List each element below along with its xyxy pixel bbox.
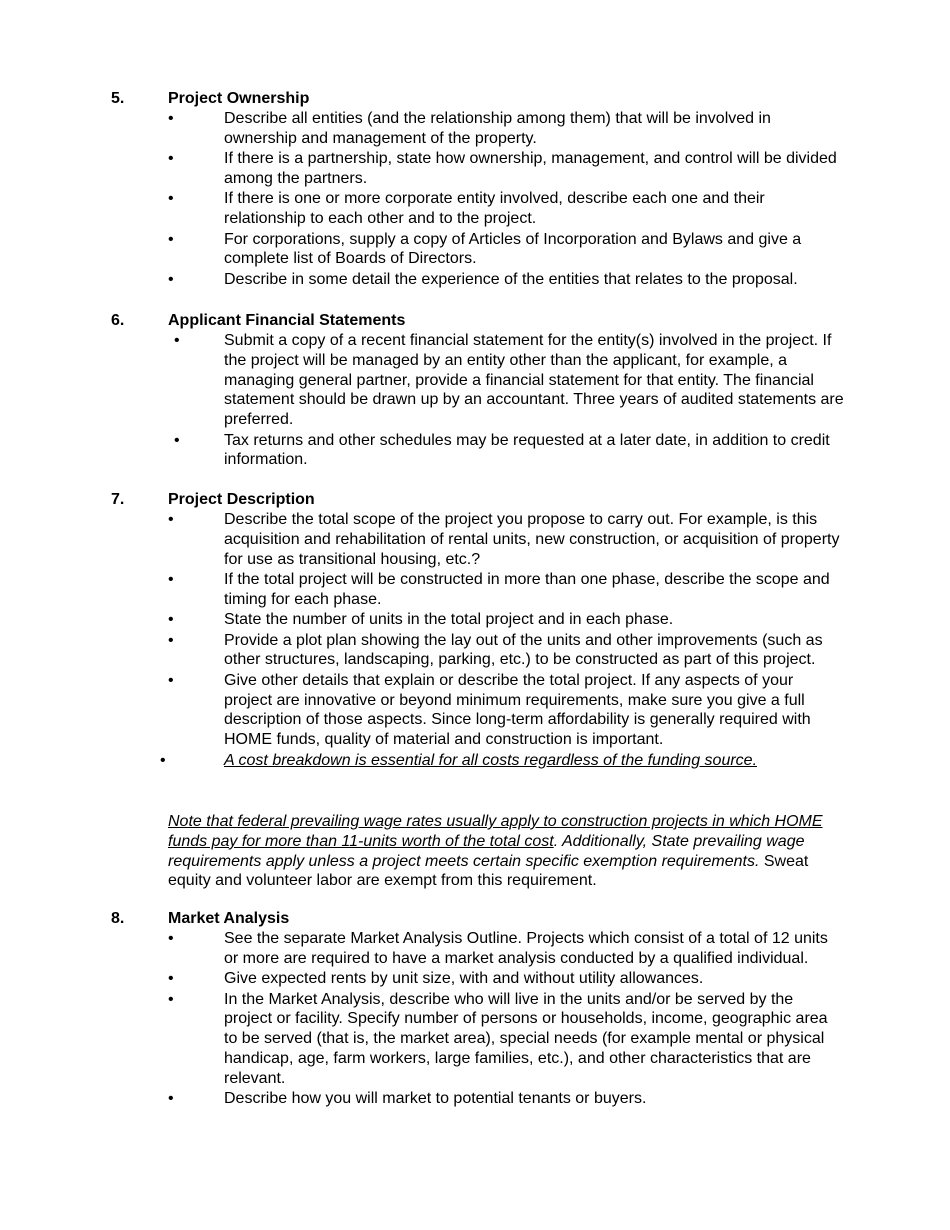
note-italic: . Additionally, State prevailing wage requirements apply unless a project meets certain specific exemption requirements. — [168, 832, 805, 870]
list-item — [0, 969, 844, 989]
bullet-icon: • — [168, 570, 174, 588]
section-title: Project Description — [168, 491, 315, 508]
list-item — [0, 990, 844, 1089]
list-item-text: Describe in some detail the experience of the entities that relates to the proposal. — [224, 270, 798, 288]
section-heading — [0, 490, 950, 510]
list-item-text: In the Market Analysis, describe who will live in the units and/or be served by the project or facility. Specify number of persons or households, income, geographic area to be served (that is, the market area), special needs (for example mental or physical handicap, age, farm workers, large families, etc.), and other characteristics that are relevant. — [224, 990, 828, 1087]
section-title: Market Analysis — [168, 910, 290, 927]
list-item-text: Describe the total scope of the project you propose to carry out. For example, is this acquisition and rehabilitation of rental units, new construction, or acquisition of property for use as transitional housing, etc.? — [224, 511, 840, 568]
list-item-text: If the total project will be constructed in more than one phase, describe the scope and timing for each phase. — [224, 570, 830, 608]
bullet-icon: • — [168, 1090, 174, 1108]
section-number: 7. — [111, 491, 125, 508]
list-item — [0, 610, 844, 630]
list-item — [0, 1089, 844, 1109]
list-item-text: Give other details that explain or describe the total project. If any aspects of your project are innovative or beyond minimum requirements, make sure you give a full description of those aspects. Since long-term affordability is generally required with HOME funds, quality of material and construction is important. — [224, 671, 811, 749]
section-number: 6. — [111, 312, 125, 329]
list-item-text: Provide a plot plan showing the lay out of the units and other improvements (such as other structures, landscaping, parking, etc.) to be constructed as part of this project. — [224, 631, 823, 669]
bullet-list — [0, 331, 950, 470]
bullet-icon: • — [168, 671, 174, 689]
bullet-list — [0, 929, 950, 1109]
bullet-icon: • — [168, 990, 174, 1008]
list-item-text: If there is a partnership, state how ownership, management, and control will be divided among the partners. — [224, 150, 837, 187]
list-item — [0, 570, 844, 610]
list-item — [0, 431, 844, 471]
note-emphasis: Note that federal prevailing wage rates usually apply to construction projects in which HOME funds pay for more than 11-units worth of the total cost — [168, 813, 823, 850]
list-item-text: See the separate Market Analysis Outline. Projects which consist of a total of 12 units or more are required to have a market analysis conducted by a qualified individual. — [224, 930, 828, 967]
list-item-text: Give expected rents by unit size, with and without utility allowances. — [224, 970, 704, 988]
list-item — [0, 510, 844, 569]
list-item — [0, 751, 844, 771]
bullet-icon: • — [168, 230, 174, 248]
prevailing-wage-note — [168, 812, 840, 891]
list-item — [0, 109, 844, 149]
bullet-icon: • — [174, 431, 180, 449]
bullet-icon: • — [168, 270, 174, 288]
list-item — [0, 230, 844, 270]
bullet-icon: • — [168, 110, 174, 127]
bullet-list — [0, 109, 950, 290]
section-heading — [0, 311, 950, 331]
bullet-icon: • — [168, 970, 174, 988]
list-item-text: If there is one or more corporate entity involved, describe each one and their relationship to each other and to the project. — [224, 190, 765, 228]
list-item — [0, 270, 844, 290]
section-number: 5. — [111, 90, 125, 107]
list-item — [0, 929, 844, 969]
bullet-icon: • — [160, 751, 166, 769]
section-project-ownership — [0, 89, 950, 290]
section-heading — [0, 909, 950, 929]
list-item — [0, 189, 844, 229]
list-item-text: State the number of units in the total project and in each phase. — [224, 611, 674, 629]
list-item-text: Describe how you will market to potential tenants or buyers. — [224, 1090, 647, 1108]
list-item — [0, 671, 844, 750]
list-item — [0, 149, 844, 189]
section-applicant-financial-statements — [0, 311, 950, 471]
bullet-icon: • — [168, 611, 174, 629]
bullet-list — [0, 510, 950, 770]
note-plain: Sweat equity and volunteer labor are exempt from this requirement. — [168, 852, 809, 890]
section-market-analysis — [0, 909, 950, 1110]
list-item-text: Describe all entities (and the relationship among them) that will be involved in ownership and management of the property. — [224, 110, 771, 147]
list-item — [0, 631, 844, 671]
bullet-icon: • — [168, 150, 174, 168]
bullet-icon: • — [168, 631, 174, 649]
bullet-icon: • — [174, 332, 180, 349]
section-project-description — [0, 490, 950, 771]
list-item-text: Tax returns and other schedules may be requested at a later date, in addition to credit information. — [224, 431, 830, 469]
bullet-icon: • — [168, 190, 174, 208]
list-item-text: Submit a copy of a recent financial statement for the entity(s) involved in the project. If the project will be managed by an entity other than the applicant, for example, a managing general partner, provide a financial statement for that entity. The financial statement should be drawn up by an accountant. Three years of audited statements are preferred. — [224, 332, 844, 429]
section-title: Applicant Financial Statements — [168, 312, 406, 329]
bullet-icon: • — [168, 511, 174, 528]
section-number: 8. — [111, 910, 125, 927]
list-item — [0, 331, 844, 430]
list-item-text: For corporations, supply a copy of Articles of Incorporation and Bylaws and give a complete list of Boards of Directors. — [224, 230, 802, 268]
bullet-icon: • — [168, 930, 174, 947]
section-heading — [0, 89, 950, 109]
section-title: Project Ownership — [168, 90, 310, 107]
list-item-text: A cost breakdown is essential for all costs regardless of the funding source. — [224, 751, 758, 769]
